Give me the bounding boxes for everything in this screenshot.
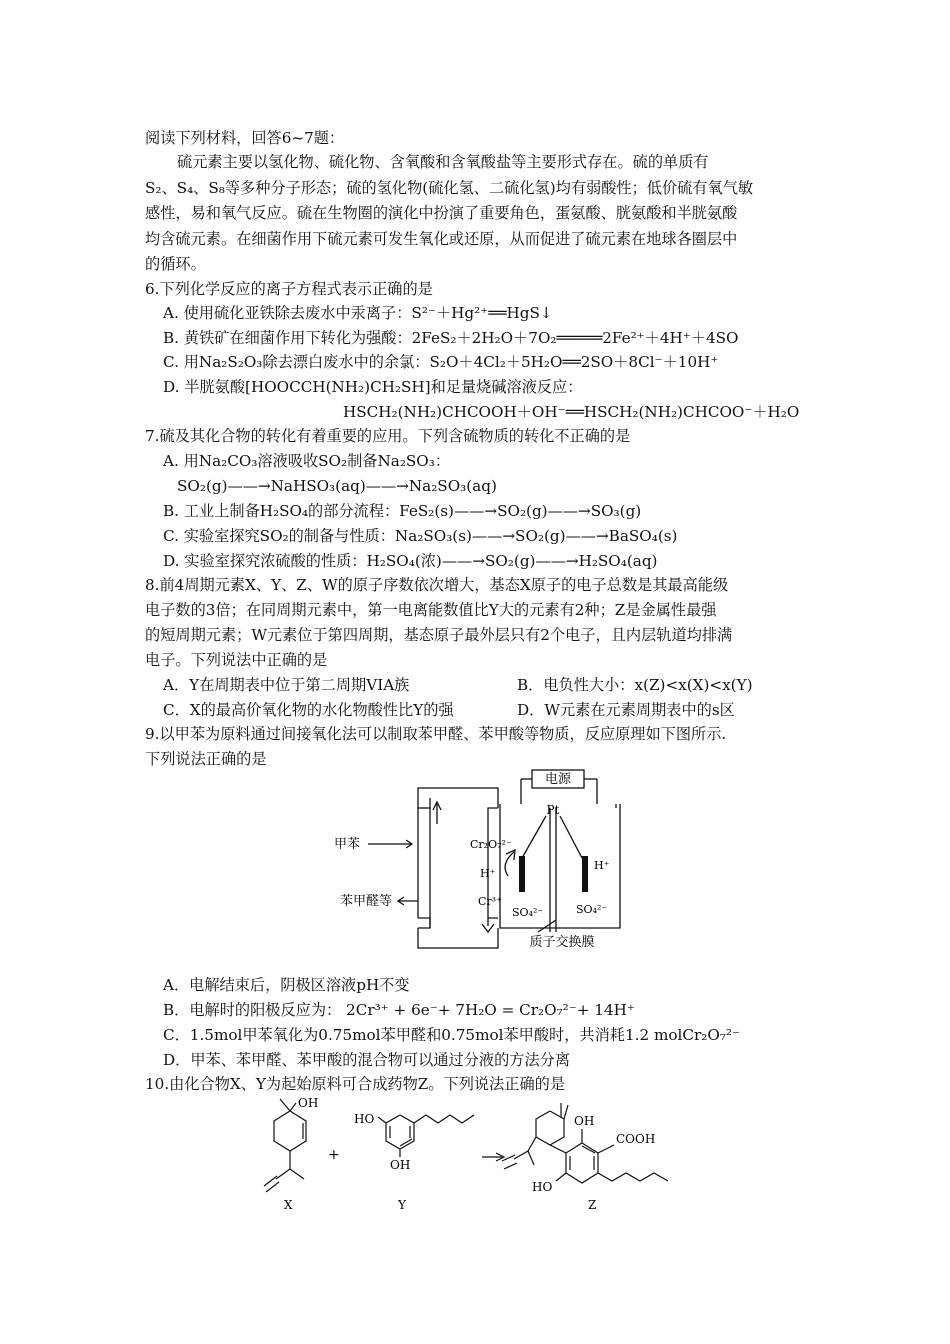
option-a-flow: SO₂(g)——→NaHSO₃(aq)——→Na₂SO₃(aq) (177, 477, 497, 495)
question-stem: 6.下列化学反应的离子方程式表示正确的是 (145, 280, 433, 298)
question-stem: 7.硫及其化合物的转化有着重要的应用。下列含硫物质的转化不正确的是 (145, 427, 631, 445)
option-c: C．1.5mol甲苯氧化为0.75mol苯甲醛和0.75mol苯甲酸时，共消耗1.2 molCr₂O₇²⁻ (163, 1026, 740, 1044)
toluene-label: 甲苯 (333, 837, 360, 852)
dichromate-label: Cr₂O₇²⁻ (470, 838, 512, 851)
question-stem: 的短周期元素；W元素位于第四周期，基态原子最外层只有2个电子，且内层轨道均排满 (145, 626, 733, 644)
material-line: 的循环。 (145, 255, 206, 273)
option-c: C. 实验室探究SO₂的制备与性质：Na₂SO₃(s)——→SO₂(g)——→BaSO₄(s) (163, 527, 678, 545)
z-cooh-label: COOH (616, 1132, 656, 1146)
option-d: D. 实验室探究浓硫酸的性质：H₂SO₄(浓)——→SO₂(g)——→H₂SO₄(aq) (163, 552, 658, 570)
h-ion-left-label: H⁺ (480, 867, 496, 880)
h-ion-right-label: H⁺ (594, 859, 610, 872)
option-a: A．电解结束后，阴极区溶液pH不变 (163, 976, 410, 994)
electrolysis-cell-diagram (320, 768, 640, 956)
y-oh-label: OH (390, 1158, 411, 1172)
option-d: D．W元素在元素周期表中的s区 (517, 701, 735, 719)
proton-exchange-membrane-label: 质子交换膜 (529, 935, 595, 950)
material-line: 均含硫元素。在细菌作用下硫元素可发生氧化或还原，从而促进了硫元素在地球各圈层中 (145, 230, 738, 248)
material-line: 感性，易和氧气反应。硫在生物圈的演化中扮演了重要角色，蛋氨酸、胱氨酸和半胱氨酸 (145, 204, 738, 222)
material-line: 硫元素主要以氢化物、硫化物、含氧酸和含氧酸盐等主要形式存在。硫的单质有 (177, 153, 709, 171)
anode-electrode (519, 856, 525, 892)
question-stem: 10.由化合物X、Y为起始原料可合成药物Z。下列说法正确的是 (145, 1075, 566, 1093)
question-stem: 电子。下列说法中正确的是 (145, 651, 328, 669)
option-c: C. 用Na₂S₂O₃除去漂白废水中的余氯：S₂O＋4Cl₂＋5H₂O══2SO＋8Cl⁻＋10H⁺ (163, 353, 719, 371)
plus-sign: + (328, 1147, 340, 1163)
intro-line: 阅读下列材料，回答6~7题： (145, 129, 345, 147)
material-line: S₂、S₄、S₈等多种分子形态；硫的氢化物(硫化氢、二硫化氢)均有弱酸性；低价硫有氧气敏 (145, 179, 754, 197)
x-oh-label: OH (298, 1096, 319, 1110)
z-oh-label: OH (574, 1114, 595, 1128)
option-a: A. 用Na₂CO₃溶液吸收SO₂制备Na₂SO₃： (163, 452, 451, 470)
pt-label: Pt (546, 803, 560, 817)
compound-z-benzene-ring (566, 1143, 598, 1183)
option-b: B. 黄铁矿在细菌作用下转化为强酸：2FeS₂＋2H₂O＋7O₂═════2Fe²⁺＋4H⁺＋4SO (163, 329, 739, 347)
y-ho-label: HO (354, 1112, 375, 1126)
option-d: D．甲苯、苯甲醛、苯甲酸的混合物可以通过分液的方法分离 (163, 1051, 571, 1069)
compound-z-label: Z (588, 1198, 597, 1212)
synthesis-scheme (250, 1093, 700, 1213)
question-stem: 8.前4周期元素X、Y、Z、W的原子序数依次增大，基态X原子的电子总数是其最高能级 (145, 576, 729, 594)
compound-x-ring (274, 1111, 306, 1151)
question-stem: 电子数的3倍；在同周期元素中，第一电离能数值比Y大的元素有2种；Z是金属性最强 (145, 601, 717, 619)
z-ho-label: HO (532, 1180, 553, 1194)
option-d: D. 半胱氨酸[HOOCCH(NH₂)CH₂SH]和足量烧碱溶液反应： (163, 378, 583, 396)
option-b: B．电解时的阳极反应为： 2Cr³⁺ + 6e⁻+ 7H₂O = Cr₂O₇²⁻+ 14H⁺ (163, 1001, 635, 1019)
sulfate-right-label: SO₄²⁻ (576, 903, 608, 916)
compound-y-label: Y (398, 1198, 406, 1212)
option-b: B. 工业上制备H₂SO₄的部分流程：FeS₂(s)——→SO₂(g)——→SO₃(g) (163, 502, 642, 520)
compound-z-upper-ring (536, 1111, 564, 1145)
question-stem: 9.以甲苯为原料通过间接氧化法可以制取苯甲醛、苯甲酸等物质，反应原理如下图所示. (145, 725, 727, 743)
compound-x-label: X (284, 1198, 293, 1212)
option-a: A．Y在周期表中位于第二周期VIA族 (163, 676, 410, 694)
option-d-equation: HSCH₂(NH₂)CHCOOH＋OH⁻══HSCH₂(NH₂)CHCOO⁻＋H₂O (343, 403, 800, 421)
question-stem: 下列说法正确的是 (145, 750, 267, 768)
cr3-ion-label: Cr³⁺ (478, 895, 502, 908)
option-b: B．电负性大小：x(Z)<x(X)<x(Y) (517, 676, 753, 694)
sulfate-left-label: SO₄²⁻ (512, 906, 544, 919)
power-source-label: 电源 (544, 772, 572, 787)
benzaldehyde-label: 苯甲醛等 (339, 894, 392, 909)
option-a: A. 使用硫化亚铁除去废水中汞离子：S²⁻＋Hg²⁺══HgS↓ (163, 304, 553, 322)
cathode-electrode (582, 856, 588, 892)
option-c: C．X的最高价氧化物的水化物酸性比Y的强 (163, 701, 454, 719)
